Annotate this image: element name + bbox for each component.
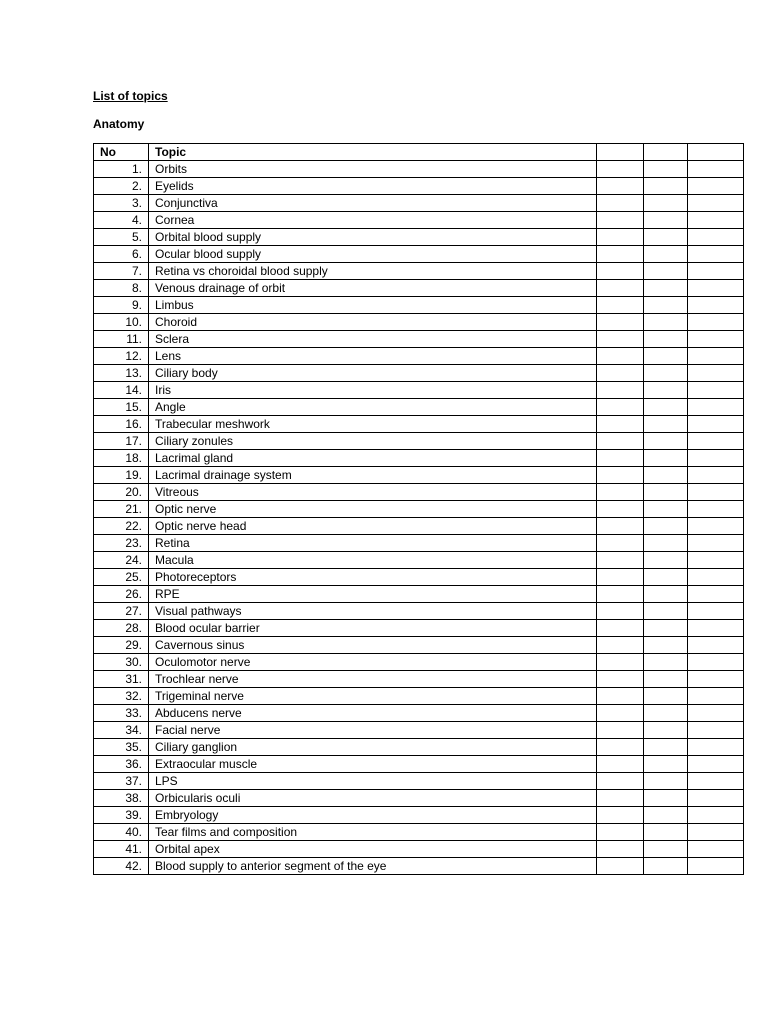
- empty-cell-1: [597, 246, 644, 263]
- empty-cell-3: [688, 858, 744, 875]
- empty-cell-2: [644, 450, 688, 467]
- empty-cell-2: [644, 195, 688, 212]
- header-no: No: [94, 144, 149, 161]
- empty-cell-3: [688, 569, 744, 586]
- empty-cell-2: [644, 382, 688, 399]
- table-row: [94, 620, 744, 637]
- row-topic: Retina vs choroidal blood supply: [149, 263, 597, 280]
- row-number: 39.: [94, 807, 149, 824]
- row-number: 1.: [94, 161, 149, 178]
- empty-cell-3: [688, 297, 744, 314]
- empty-cell-2: [644, 637, 688, 654]
- row-topic: Ciliary body: [149, 365, 597, 382]
- empty-cell-3: [688, 212, 744, 229]
- row-topic: Lacrimal gland: [149, 450, 597, 467]
- section-heading: Anatomy: [93, 117, 145, 131]
- empty-cell-2: [644, 331, 688, 348]
- row-number: 7.: [94, 263, 149, 280]
- empty-cell-1: [597, 484, 644, 501]
- empty-cell-1: [597, 773, 644, 790]
- row-number: 4.: [94, 212, 149, 229]
- row-number: 36.: [94, 756, 149, 773]
- table-row: [94, 280, 744, 297]
- row-topic: Ciliary ganglion: [149, 739, 597, 756]
- empty-cell-1: [597, 586, 644, 603]
- table-row: [94, 331, 744, 348]
- table-row: [94, 518, 744, 535]
- empty-cell-2: [644, 654, 688, 671]
- empty-cell-2: [644, 688, 688, 705]
- row-number: 41.: [94, 841, 149, 858]
- row-topic: Lens: [149, 348, 597, 365]
- empty-cell-1: [597, 569, 644, 586]
- empty-cell-2: [644, 280, 688, 297]
- row-topic: Angle: [149, 399, 597, 416]
- empty-cell-3: [688, 739, 744, 756]
- table-row: [94, 501, 744, 518]
- empty-cell-2: [644, 178, 688, 195]
- empty-cell-3: [688, 654, 744, 671]
- empty-cell-1: [597, 195, 644, 212]
- empty-cell-1: [597, 501, 644, 518]
- empty-cell-2: [644, 671, 688, 688]
- empty-cell-2: [644, 705, 688, 722]
- row-number: 10.: [94, 314, 149, 331]
- empty-cell-3: [688, 620, 744, 637]
- empty-cell-2: [644, 229, 688, 246]
- table-row: [94, 773, 744, 790]
- row-number: 23.: [94, 535, 149, 552]
- row-topic: Orbits: [149, 161, 597, 178]
- empty-cell-1: [597, 739, 644, 756]
- table-row: [94, 756, 744, 773]
- empty-cell-3: [688, 671, 744, 688]
- empty-cell-2: [644, 399, 688, 416]
- row-number: 21.: [94, 501, 149, 518]
- empty-cell-3: [688, 807, 744, 824]
- empty-cell-1: [597, 178, 644, 195]
- row-topic: Optic nerve head: [149, 518, 597, 535]
- row-topic: Sclera: [149, 331, 597, 348]
- empty-cell-2: [644, 161, 688, 178]
- row-topic: Embryology: [149, 807, 597, 824]
- empty-cell-2: [644, 756, 688, 773]
- row-number: 38.: [94, 790, 149, 807]
- row-topic: Oculomotor nerve: [149, 654, 597, 671]
- row-topic: Extraocular muscle: [149, 756, 597, 773]
- table-row: [94, 654, 744, 671]
- empty-cell-3: [688, 518, 744, 535]
- empty-cell-1: [597, 790, 644, 807]
- empty-cell-3: [688, 484, 744, 501]
- row-topic: Venous drainage of orbit: [149, 280, 597, 297]
- row-number: 9.: [94, 297, 149, 314]
- empty-cell-1: [597, 518, 644, 535]
- page-title: List of topics: [93, 89, 168, 103]
- empty-cell-3: [688, 263, 744, 280]
- table-row: [94, 416, 744, 433]
- table-row: [94, 535, 744, 552]
- empty-cell-2: [644, 518, 688, 535]
- row-number: 31.: [94, 671, 149, 688]
- row-topic: Tear films and composition: [149, 824, 597, 841]
- empty-cell-1: [597, 399, 644, 416]
- empty-cell-3: [688, 314, 744, 331]
- row-number: 11.: [94, 331, 149, 348]
- row-topic: Retina: [149, 535, 597, 552]
- empty-cell-1: [597, 382, 644, 399]
- empty-cell-3: [688, 705, 744, 722]
- row-topic: Orbital blood supply: [149, 229, 597, 246]
- empty-cell-1: [597, 535, 644, 552]
- empty-cell-2: [644, 212, 688, 229]
- table-row: [94, 552, 744, 569]
- empty-cell-2: [644, 467, 688, 484]
- row-number: 28.: [94, 620, 149, 637]
- row-number: 32.: [94, 688, 149, 705]
- row-topic: Lacrimal drainage system: [149, 467, 597, 484]
- table-row: [94, 603, 744, 620]
- table-row: [94, 263, 744, 280]
- table-row: [94, 807, 744, 824]
- empty-cell-3: [688, 331, 744, 348]
- row-topic: Orbicularis oculi: [149, 790, 597, 807]
- empty-cell-3: [688, 365, 744, 382]
- table-row: [94, 399, 744, 416]
- table-row: [94, 467, 744, 484]
- empty-cell-2: [644, 824, 688, 841]
- row-number: 14.: [94, 382, 149, 399]
- empty-cell-1: [597, 416, 644, 433]
- empty-cell-2: [644, 569, 688, 586]
- empty-cell-3: [688, 399, 744, 416]
- row-topic: Photoreceptors: [149, 569, 597, 586]
- row-topic: Conjunctiva: [149, 195, 597, 212]
- row-topic: Trigeminal nerve: [149, 688, 597, 705]
- empty-cell-1: [597, 807, 644, 824]
- empty-cell-2: [644, 297, 688, 314]
- row-number: 27.: [94, 603, 149, 620]
- empty-cell-1: [597, 467, 644, 484]
- header-blank-2: [644, 144, 688, 161]
- empty-cell-3: [688, 348, 744, 365]
- row-number: 3.: [94, 195, 149, 212]
- row-topic: Trochlear nerve: [149, 671, 597, 688]
- table-row: [94, 722, 744, 739]
- row-number: 25.: [94, 569, 149, 586]
- header-blank-3: [688, 144, 744, 161]
- table-row: [94, 195, 744, 212]
- empty-cell-1: [597, 280, 644, 297]
- row-topic: Abducens nerve: [149, 705, 597, 722]
- empty-cell-1: [597, 637, 644, 654]
- empty-cell-3: [688, 178, 744, 195]
- row-number: 19.: [94, 467, 149, 484]
- empty-cell-2: [644, 484, 688, 501]
- table-row: [94, 348, 744, 365]
- row-topic: Blood ocular barrier: [149, 620, 597, 637]
- row-number: 37.: [94, 773, 149, 790]
- empty-cell-3: [688, 552, 744, 569]
- row-topic: Visual pathways: [149, 603, 597, 620]
- row-topic: Trabecular meshwork: [149, 416, 597, 433]
- table-row: [94, 382, 744, 399]
- table-row: [94, 212, 744, 229]
- row-topic: Iris: [149, 382, 597, 399]
- row-number: 16.: [94, 416, 149, 433]
- table-row: [94, 314, 744, 331]
- empty-cell-2: [644, 365, 688, 382]
- empty-cell-1: [597, 654, 644, 671]
- row-topic: RPE: [149, 586, 597, 603]
- empty-cell-2: [644, 535, 688, 552]
- empty-cell-3: [688, 637, 744, 654]
- table-row: [94, 229, 744, 246]
- empty-cell-2: [644, 790, 688, 807]
- row-number: 30.: [94, 654, 149, 671]
- empty-cell-1: [597, 314, 644, 331]
- empty-cell-3: [688, 535, 744, 552]
- empty-cell-1: [597, 688, 644, 705]
- empty-cell-1: [597, 603, 644, 620]
- empty-cell-1: [597, 161, 644, 178]
- empty-cell-1: [597, 705, 644, 722]
- table-row: [94, 705, 744, 722]
- empty-cell-2: [644, 773, 688, 790]
- row-number: 29.: [94, 637, 149, 654]
- row-number: 6.: [94, 246, 149, 263]
- empty-cell-3: [688, 773, 744, 790]
- empty-cell-1: [597, 552, 644, 569]
- empty-cell-3: [688, 688, 744, 705]
- table-row: [94, 365, 744, 382]
- row-topic: Orbital apex: [149, 841, 597, 858]
- table-row: [94, 790, 744, 807]
- row-topic: Ciliary zonules: [149, 433, 597, 450]
- empty-cell-3: [688, 722, 744, 739]
- table-row: [94, 433, 744, 450]
- row-topic: LPS: [149, 773, 597, 790]
- table-header-row: [94, 144, 744, 161]
- empty-cell-3: [688, 841, 744, 858]
- row-number: 33.: [94, 705, 149, 722]
- table-row: [94, 841, 744, 858]
- row-topic: Choroid: [149, 314, 597, 331]
- empty-cell-3: [688, 416, 744, 433]
- empty-cell-2: [644, 722, 688, 739]
- empty-cell-1: [597, 229, 644, 246]
- row-topic: Cornea: [149, 212, 597, 229]
- row-number: 15.: [94, 399, 149, 416]
- row-number: 26.: [94, 586, 149, 603]
- row-topic: Vitreous: [149, 484, 597, 501]
- empty-cell-2: [644, 807, 688, 824]
- empty-cell-3: [688, 161, 744, 178]
- row-number: 17.: [94, 433, 149, 450]
- table-row: [94, 637, 744, 654]
- empty-cell-3: [688, 756, 744, 773]
- table-row: [94, 569, 744, 586]
- empty-cell-3: [688, 246, 744, 263]
- table-row: [94, 739, 744, 756]
- empty-cell-2: [644, 552, 688, 569]
- empty-cell-2: [644, 263, 688, 280]
- empty-cell-3: [688, 229, 744, 246]
- row-number: 2.: [94, 178, 149, 195]
- row-topic: Eyelids: [149, 178, 597, 195]
- row-number: 24.: [94, 552, 149, 569]
- empty-cell-2: [644, 246, 688, 263]
- row-number: 18.: [94, 450, 149, 467]
- row-topic: Macula: [149, 552, 597, 569]
- empty-cell-1: [597, 858, 644, 875]
- row-topic: Limbus: [149, 297, 597, 314]
- empty-cell-1: [597, 348, 644, 365]
- empty-cell-1: [597, 824, 644, 841]
- row-topic: Ocular blood supply: [149, 246, 597, 263]
- row-number: 40.: [94, 824, 149, 841]
- row-number: 22.: [94, 518, 149, 535]
- empty-cell-2: [644, 348, 688, 365]
- header-topic: Topic: [149, 144, 597, 161]
- row-number: 5.: [94, 229, 149, 246]
- table-row: [94, 450, 744, 467]
- empty-cell-3: [688, 824, 744, 841]
- table-row: [94, 297, 744, 314]
- empty-cell-2: [644, 739, 688, 756]
- empty-cell-1: [597, 841, 644, 858]
- empty-cell-3: [688, 467, 744, 484]
- table-row: [94, 824, 744, 841]
- empty-cell-1: [597, 756, 644, 773]
- empty-cell-1: [597, 722, 644, 739]
- empty-cell-3: [688, 280, 744, 297]
- table-row: [94, 161, 744, 178]
- header-blank-1: [597, 144, 644, 161]
- empty-cell-3: [688, 195, 744, 212]
- row-number: 20.: [94, 484, 149, 501]
- empty-cell-1: [597, 671, 644, 688]
- table-row: [94, 688, 744, 705]
- topic-rows: [94, 161, 744, 875]
- row-number: 13.: [94, 365, 149, 382]
- empty-cell-2: [644, 586, 688, 603]
- empty-cell-2: [644, 433, 688, 450]
- empty-cell-1: [597, 620, 644, 637]
- table-row: [94, 246, 744, 263]
- table-row: [94, 484, 744, 501]
- row-topic: Cavernous sinus: [149, 637, 597, 654]
- empty-cell-2: [644, 841, 688, 858]
- empty-cell-1: [597, 365, 644, 382]
- empty-cell-1: [597, 263, 644, 280]
- table-row: [94, 586, 744, 603]
- row-topic: Optic nerve: [149, 501, 597, 518]
- empty-cell-1: [597, 297, 644, 314]
- empty-cell-3: [688, 433, 744, 450]
- empty-cell-1: [597, 331, 644, 348]
- table-row: [94, 671, 744, 688]
- table-row: [94, 858, 744, 875]
- empty-cell-1: [597, 433, 644, 450]
- empty-cell-2: [644, 314, 688, 331]
- row-number: 42.: [94, 858, 149, 875]
- empty-cell-2: [644, 858, 688, 875]
- empty-cell-1: [597, 212, 644, 229]
- empty-cell-1: [597, 450, 644, 467]
- row-number: 12.: [94, 348, 149, 365]
- empty-cell-3: [688, 501, 744, 518]
- empty-cell-3: [688, 790, 744, 807]
- empty-cell-3: [688, 382, 744, 399]
- table-row: [94, 178, 744, 195]
- empty-cell-2: [644, 620, 688, 637]
- row-topic: Facial nerve: [149, 722, 597, 739]
- empty-cell-3: [688, 450, 744, 467]
- row-topic: Blood supply to anterior segment of the eye: [149, 858, 597, 875]
- row-number: 34.: [94, 722, 149, 739]
- empty-cell-2: [644, 416, 688, 433]
- empty-cell-3: [688, 586, 744, 603]
- topics-table: [93, 143, 744, 875]
- row-number: 35.: [94, 739, 149, 756]
- empty-cell-2: [644, 501, 688, 518]
- empty-cell-3: [688, 603, 744, 620]
- row-number: 8.: [94, 280, 149, 297]
- empty-cell-2: [644, 603, 688, 620]
